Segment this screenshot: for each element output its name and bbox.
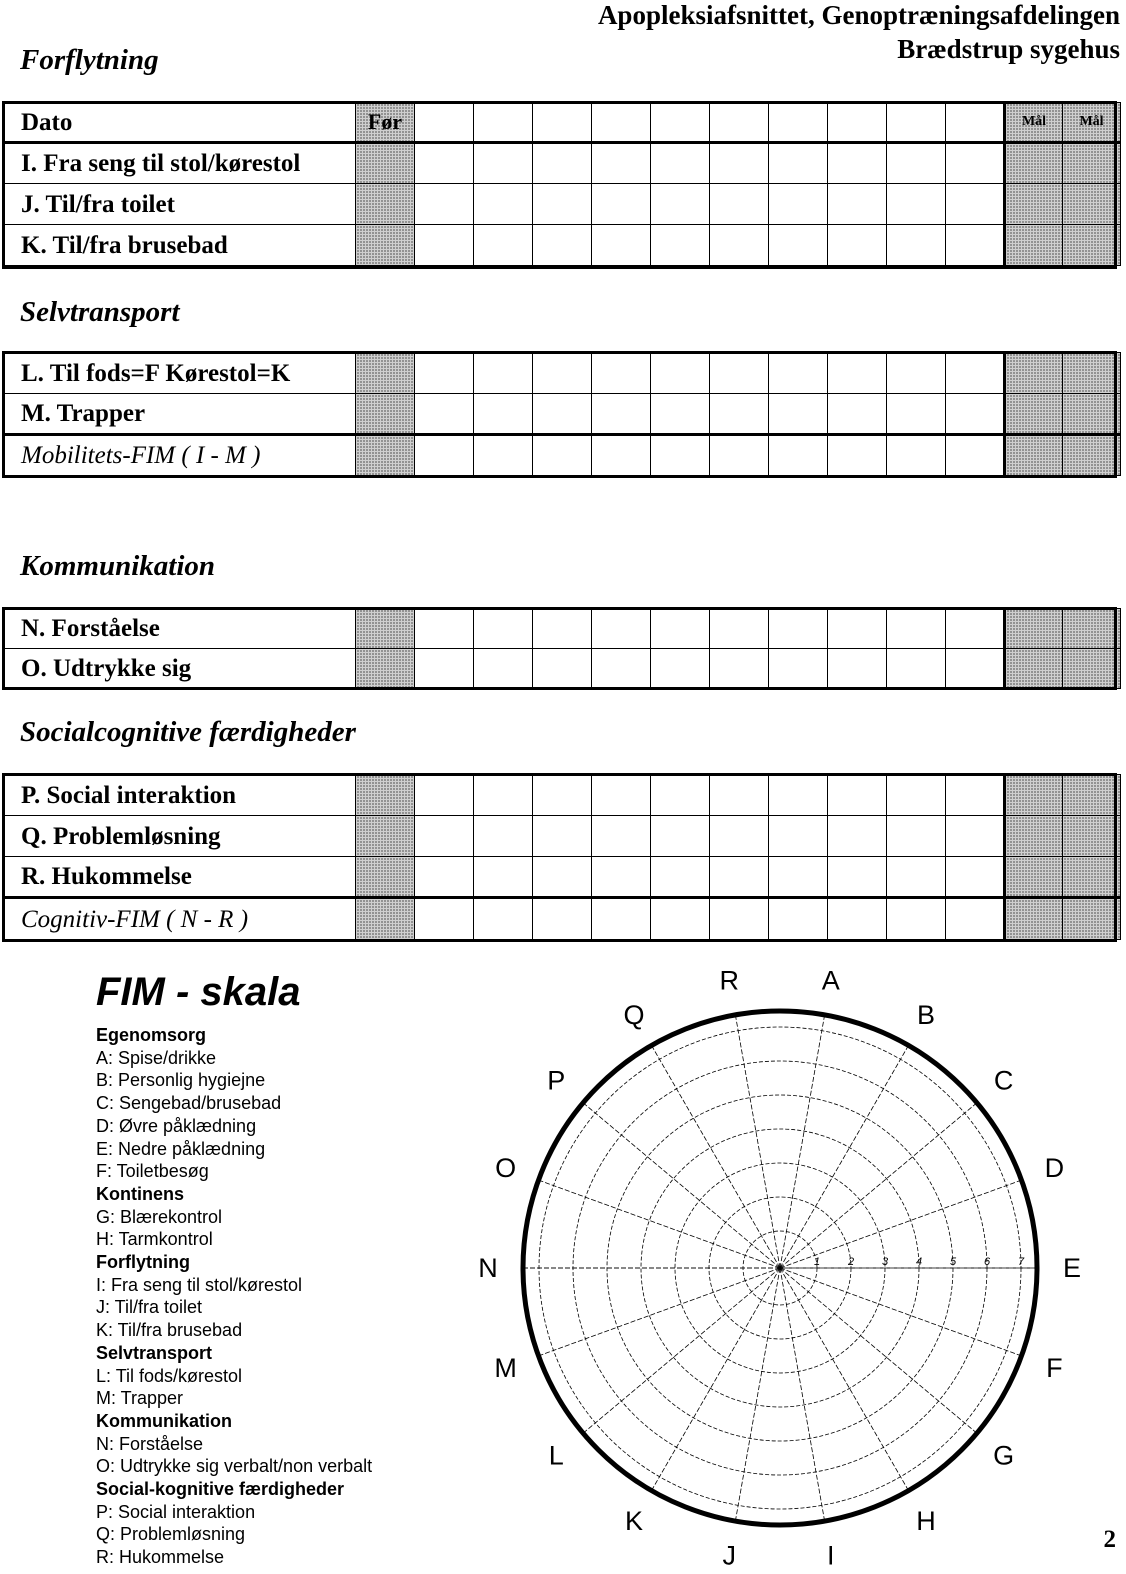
score-cell[interactable]	[415, 898, 474, 940]
table-row	[3, 857, 1121, 898]
legend-item: A: Spise/drikke	[96, 1047, 217, 1068]
scale-label-3: 3	[882, 1256, 889, 1268]
goal-cell[interactable]	[1063, 857, 1121, 898]
score-cell[interactable]	[710, 143, 769, 184]
date-cell[interactable]	[592, 103, 651, 143]
spoke-O	[538, 1180, 780, 1268]
score-cell[interactable]	[474, 143, 533, 184]
score-cell[interactable]	[828, 435, 887, 476]
score-cell[interactable]	[533, 353, 592, 394]
score-cell[interactable]	[946, 775, 1005, 816]
score-cell[interactable]	[415, 353, 474, 394]
score-cell[interactable]	[651, 225, 710, 266]
goal-cell[interactable]	[1063, 394, 1121, 435]
fim-legend	[96, 1024, 372, 1569]
score-cell[interactable]	[474, 816, 533, 857]
axis-label-A: A	[821, 965, 840, 996]
score-cell[interactable]	[415, 857, 474, 898]
institution-header-line1: Apopleksiafsnittet, Genoptræningsafdelingen	[597, 0, 1120, 30]
legend-item: I: Fra seng til stol/kørestol	[96, 1274, 303, 1295]
date-cell[interactable]	[769, 103, 828, 143]
axis-label-D: D	[1044, 1153, 1065, 1184]
score-cell[interactable]	[592, 857, 651, 898]
score-cell[interactable]	[356, 353, 415, 394]
goal-cell[interactable]	[1063, 649, 1121, 689]
score-cell[interactable]	[946, 225, 1005, 266]
score-cell[interactable]	[828, 649, 887, 689]
goal-cell[interactable]	[1005, 898, 1063, 940]
score-cell[interactable]	[415, 394, 474, 435]
score-cell[interactable]	[651, 435, 710, 476]
table-row-total	[3, 435, 1121, 476]
goal-cell[interactable]	[1005, 816, 1063, 857]
score-cell[interactable]	[533, 394, 592, 435]
scale-label-2: 2	[848, 1256, 855, 1268]
section-title-social: Socialcognitive færdigheder	[20, 716, 356, 748]
table-row	[3, 353, 1121, 394]
score-cell[interactable]	[828, 898, 887, 940]
score-cell[interactable]	[946, 353, 1005, 394]
legend-item: M: Trapper	[96, 1388, 184, 1409]
axis-label-R: R	[719, 965, 740, 996]
score-cell[interactable]	[769, 898, 828, 940]
score-cell[interactable]	[356, 816, 415, 857]
score-cell[interactable]	[592, 609, 651, 649]
date-cell[interactable]	[533, 103, 592, 143]
score-cell[interactable]	[592, 394, 651, 435]
score-cell[interactable]	[946, 143, 1005, 184]
row-label: M. Trapper	[3, 394, 356, 435]
table-row	[3, 143, 1121, 184]
axis-label-L: L	[548, 1440, 564, 1471]
score-cell[interactable]	[710, 184, 769, 225]
score-cell[interactable]	[828, 225, 887, 266]
score-cell[interactable]	[356, 898, 415, 940]
axis-label-B: B	[916, 1000, 936, 1031]
score-cell[interactable]	[769, 225, 828, 266]
goal-cell[interactable]	[1005, 184, 1063, 225]
goal-cell[interactable]	[1063, 225, 1121, 266]
score-cell[interactable]	[356, 435, 415, 476]
score-cell[interactable]	[592, 898, 651, 940]
score-cell[interactable]	[415, 143, 474, 184]
score-cell[interactable]	[946, 184, 1005, 225]
score-cell[interactable]	[769, 435, 828, 476]
score-cell[interactable]	[769, 143, 828, 184]
score-cell[interactable]	[710, 857, 769, 898]
score-cell[interactable]	[415, 816, 474, 857]
row-label: K. Til/fra brusebad	[3, 225, 356, 266]
spoke-G	[780, 1268, 977, 1433]
goal-cell[interactable]	[1063, 143, 1121, 184]
foer-header: Før	[356, 103, 415, 143]
table-row	[3, 184, 1121, 225]
date-cell[interactable]	[474, 103, 533, 143]
axis-label-O: O	[495, 1153, 517, 1184]
score-cell[interactable]	[356, 609, 415, 649]
legend-item: O: Udtrykke sig verbalt/non verbalt	[96, 1456, 373, 1477]
score-cell[interactable]	[710, 898, 769, 940]
score-cell[interactable]	[828, 394, 887, 435]
score-cell[interactable]	[887, 184, 946, 225]
score-cell[interactable]	[651, 898, 710, 940]
legend-item: J: Til/fra toilet	[96, 1297, 203, 1318]
score-cell[interactable]	[356, 394, 415, 435]
score-cell[interactable]	[769, 649, 828, 689]
score-cell[interactable]	[828, 609, 887, 649]
score-cell[interactable]	[356, 857, 415, 898]
date-cell[interactable]	[415, 103, 474, 143]
table-row	[3, 649, 1121, 689]
mobilitets-fim-label: Mobilitets-FIM ( I - M )	[3, 435, 356, 476]
score-cell[interactable]	[651, 609, 710, 649]
date-cell[interactable]	[887, 103, 946, 143]
score-cell[interactable]	[710, 816, 769, 857]
score-cell[interactable]	[533, 184, 592, 225]
score-cell[interactable]	[356, 225, 415, 266]
fim-radar-chart[interactable]	[470, 960, 1110, 1574]
date-cell[interactable]	[828, 103, 887, 143]
score-cell[interactable]	[474, 225, 533, 266]
legend-group: Kontinens	[96, 1183, 184, 1204]
row-label: P. Social interaktion	[3, 775, 356, 816]
legend-item: H: Tarmkontrol	[96, 1229, 213, 1250]
axis-label-P: P	[547, 1065, 566, 1096]
row-label: R. Hukommelse	[3, 857, 356, 898]
goal-cell[interactable]	[1005, 353, 1063, 394]
cognitiv-fim-label: Cognitiv-FIM ( N - R )	[3, 898, 356, 940]
maal-header-1: Mål	[1005, 103, 1063, 143]
maal-header-2: Mål	[1063, 103, 1121, 143]
axis-label-J: J	[722, 1540, 737, 1571]
goal-cell[interactable]	[1005, 775, 1063, 816]
score-cell[interactable]	[887, 775, 946, 816]
score-cell[interactable]	[710, 225, 769, 266]
score-cell[interactable]	[356, 184, 415, 225]
score-cell[interactable]	[592, 435, 651, 476]
score-cell[interactable]	[533, 898, 592, 940]
score-cell[interactable]	[887, 816, 946, 857]
score-cell[interactable]	[415, 775, 474, 816]
score-cell[interactable]	[769, 184, 828, 225]
goal-cell[interactable]	[1063, 775, 1121, 816]
score-cell[interactable]	[828, 184, 887, 225]
axis-label-H: H	[916, 1505, 936, 1536]
score-cell[interactable]	[710, 775, 769, 816]
spoke-P	[583, 1103, 780, 1268]
score-cell[interactable]	[710, 649, 769, 689]
axis-label-F: F	[1046, 1352, 1063, 1383]
table-selvtransport	[2, 352, 1121, 476]
score-cell[interactable]	[651, 353, 710, 394]
axis-label-G: G	[993, 1440, 1015, 1471]
goal-cell[interactable]	[1005, 649, 1063, 689]
score-cell[interactable]	[533, 857, 592, 898]
score-cell[interactable]	[828, 857, 887, 898]
score-cell[interactable]	[769, 394, 828, 435]
score-cell[interactable]	[592, 775, 651, 816]
score-cell[interactable]	[828, 816, 887, 857]
score-cell[interactable]	[474, 353, 533, 394]
score-cell[interactable]	[946, 609, 1005, 649]
score-cell[interactable]	[946, 816, 1005, 857]
table-kommunikation	[2, 608, 1121, 689]
legend-item: B: Personlig hygiejne	[96, 1070, 266, 1091]
score-cell[interactable]	[710, 609, 769, 649]
table-row	[3, 816, 1121, 857]
spoke-C	[780, 1103, 977, 1268]
score-cell[interactable]	[946, 394, 1005, 435]
legend-item: C: Sengebad/brusebad	[96, 1093, 282, 1114]
goal-cell[interactable]	[1005, 225, 1063, 266]
score-cell[interactable]	[651, 394, 710, 435]
score-cell[interactable]	[887, 394, 946, 435]
scale-label-7: 7	[1018, 1256, 1025, 1268]
legend-item: F: Toiletbesøg	[96, 1161, 209, 1182]
goal-cell[interactable]	[1063, 353, 1121, 394]
table-row	[3, 775, 1121, 816]
score-cell[interactable]	[651, 775, 710, 816]
legend-group: Selvtransport	[96, 1342, 213, 1363]
legend-group: Forflytning	[96, 1252, 190, 1273]
score-cell[interactable]	[474, 857, 533, 898]
score-cell[interactable]	[946, 857, 1005, 898]
row-label: L. Til fods=F Kørestol=K	[3, 353, 356, 394]
axis-label-I: I	[826, 1540, 835, 1571]
row-label: O. Udtrykke sig	[3, 649, 356, 689]
legend-item: R: Hukommelse	[96, 1547, 225, 1568]
score-cell[interactable]	[356, 775, 415, 816]
goal-cell[interactable]	[1005, 394, 1063, 435]
goal-cell[interactable]	[1063, 816, 1121, 857]
goal-cell[interactable]	[1005, 435, 1063, 476]
legend-item: G: Blærekontrol	[96, 1206, 223, 1227]
score-cell[interactable]	[533, 816, 592, 857]
table-row	[3, 609, 1121, 649]
fim-scale-title: FIM - skala	[96, 970, 301, 1014]
score-cell[interactable]	[710, 394, 769, 435]
section-title-selvtransport: Selvtransport	[20, 296, 180, 328]
score-cell[interactable]	[946, 649, 1005, 689]
score-cell[interactable]	[769, 816, 828, 857]
goal-cell[interactable]	[1063, 898, 1121, 940]
scale-label-1: 1	[814, 1256, 821, 1268]
score-cell[interactable]	[651, 816, 710, 857]
scale-label-5: 5	[950, 1256, 957, 1268]
score-cell[interactable]	[769, 775, 828, 816]
score-cell[interactable]	[533, 435, 592, 476]
goal-cell[interactable]	[1063, 609, 1121, 649]
score-cell[interactable]	[592, 816, 651, 857]
axis-label-C: C	[993, 1065, 1014, 1096]
axis-label-K: K	[624, 1505, 644, 1536]
table-row	[3, 225, 1121, 266]
table-header-row	[3, 103, 1121, 143]
page-number: 2	[1103, 1526, 1116, 1553]
score-cell[interactable]	[828, 775, 887, 816]
axis-label-Q: Q	[623, 1000, 645, 1031]
score-cell[interactable]	[474, 435, 533, 476]
scale-label-6: 6	[984, 1256, 991, 1268]
goal-cell[interactable]	[1005, 143, 1063, 184]
legend-item: Q: Problemløsning	[96, 1524, 246, 1545]
score-cell[interactable]	[415, 649, 474, 689]
row-label: I. Fra seng til stol/kørestol	[3, 143, 356, 184]
score-cell[interactable]	[946, 898, 1005, 940]
legend-item: L: Til fods/kørestol	[96, 1365, 243, 1386]
score-cell[interactable]	[828, 143, 887, 184]
table-forflytning	[2, 102, 1121, 266]
score-cell[interactable]	[533, 609, 592, 649]
spoke-D	[780, 1180, 1022, 1268]
score-cell[interactable]	[533, 775, 592, 816]
score-cell[interactable]	[356, 143, 415, 184]
spoke-L	[583, 1268, 780, 1433]
score-cell[interactable]	[887, 649, 946, 689]
score-cell[interactable]	[533, 649, 592, 689]
score-cell[interactable]	[474, 394, 533, 435]
table-social	[2, 774, 1121, 940]
legend-item: E: Nedre påklædning	[96, 1138, 266, 1159]
axis-label-M: M	[494, 1352, 517, 1383]
score-cell[interactable]	[710, 435, 769, 476]
score-cell[interactable]	[356, 649, 415, 689]
goal-cell[interactable]	[1005, 857, 1063, 898]
score-cell[interactable]	[415, 184, 474, 225]
date-cell[interactable]	[651, 103, 710, 143]
score-cell[interactable]	[474, 609, 533, 649]
axis-label-N: N	[478, 1253, 498, 1283]
section-title-forflytning: Forflytning	[20, 44, 159, 76]
score-cell[interactable]	[474, 775, 533, 816]
score-cell[interactable]	[828, 353, 887, 394]
legend-item: K: Til/fra brusebad	[96, 1320, 243, 1341]
goal-cell[interactable]	[1063, 184, 1121, 225]
score-cell[interactable]	[887, 609, 946, 649]
spoke-M	[538, 1268, 780, 1356]
score-cell[interactable]	[592, 649, 651, 689]
legend-item: N: Forståelse	[96, 1433, 204, 1454]
score-cell[interactable]	[651, 857, 710, 898]
score-cell[interactable]	[887, 353, 946, 394]
legend-group: Kommunikation	[96, 1410, 233, 1431]
date-cell[interactable]	[710, 103, 769, 143]
score-cell[interactable]	[474, 649, 533, 689]
score-cell[interactable]	[533, 225, 592, 266]
score-cell[interactable]	[474, 184, 533, 225]
score-cell[interactable]	[533, 143, 592, 184]
score-cell[interactable]	[592, 353, 651, 394]
date-cell[interactable]	[946, 103, 1005, 143]
score-cell[interactable]	[592, 143, 651, 184]
legend-group: Egenomsorg	[96, 1025, 207, 1045]
spoke-F	[780, 1268, 1022, 1356]
score-cell[interactable]	[592, 225, 651, 266]
table-row-total	[3, 898, 1121, 940]
score-cell[interactable]	[651, 649, 710, 689]
score-cell[interactable]	[769, 353, 828, 394]
score-cell[interactable]	[592, 184, 651, 225]
goal-cell[interactable]	[1063, 435, 1121, 476]
score-cell[interactable]	[887, 857, 946, 898]
score-cell[interactable]	[651, 184, 710, 225]
score-cell[interactable]	[474, 898, 533, 940]
dato-header: Dato	[3, 103, 356, 143]
score-cell[interactable]	[415, 225, 474, 266]
row-label: J. Til/fra toilet	[3, 184, 356, 225]
row-label: Q. Problemløsning	[3, 816, 356, 857]
score-cell[interactable]	[415, 435, 474, 476]
score-cell[interactable]	[651, 143, 710, 184]
section-title-kommunikation: Kommunikation	[20, 550, 216, 582]
score-cell[interactable]	[887, 898, 946, 940]
score-cell[interactable]	[415, 609, 474, 649]
score-cell[interactable]	[887, 143, 946, 184]
legend-group: Social-kognitive færdigheder	[96, 1479, 345, 1500]
score-cell[interactable]	[946, 435, 1005, 476]
legend-item: D: Øvre påklædning	[96, 1115, 257, 1136]
row-label: N. Forståelse	[3, 609, 356, 649]
legend-item: P: Social interaktion	[96, 1501, 256, 1522]
score-cell[interactable]	[769, 857, 828, 898]
institution-header-line2: Brædstrup sygehus	[897, 34, 1120, 64]
score-cell[interactable]	[769, 609, 828, 649]
score-cell[interactable]	[710, 353, 769, 394]
score-cell[interactable]	[887, 225, 946, 266]
table-row	[3, 394, 1121, 435]
scale-label-4: 4	[916, 1256, 923, 1268]
goal-cell[interactable]	[1005, 609, 1063, 649]
axis-label-E: E	[1062, 1253, 1082, 1283]
score-cell[interactable]	[887, 435, 946, 476]
